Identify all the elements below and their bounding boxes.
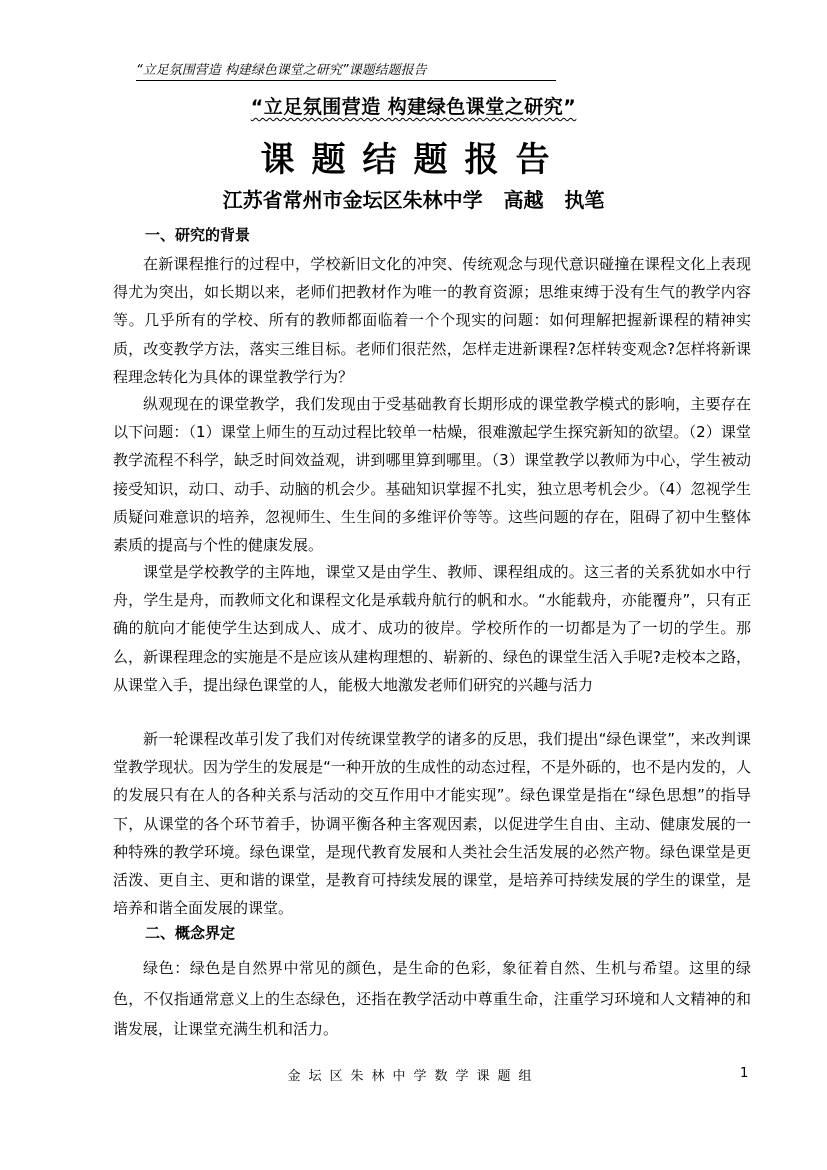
page-number: 1 [740,1066,749,1081]
paragraph: 新一轮课程改革引发了我们对传统课堂教学的诸多的反思，我们提出“绿色课堂”，来改判课堂教学现状。因为学生的发展是“一种开放的生成性的动态过程，不是外砾的，也不是内发的，人的发展只有在人的各种关系与活动的交互作用中才能实现”。绿色课堂是指在“绿色思想”的指导下，从课堂的各个环节着手，协调平衡各种主客观因素，以促进学生自由、主动、健康发展的一种特殊的教学环境。绿色课堂，是现代教育发展和人类社会生活发展的必然产物。绿色课堂是更活泼、更自主、更和谐的课堂，是教育可持续发展的课堂，是培养可持续发展的学生的课堂，是培养和谐全面发展的课堂。 [113,730,751,918]
section-heading-background: 一、研究的背景 [145,226,251,244]
paragraph: 绿色：绿色是自然界中常见的颜色，是生命的色彩，象征着自然、生机与希望。这里的绿色，不仅指通常意义上的生态绿色，还指在教学活动中尊重生命，注重学习环境和人文精神的和谐发展，让课堂充满生机和活力。 [113,959,751,1038]
document-subtitle: “立足氛围营造 构建绿色课堂之研究” [250,96,577,118]
document-title: 课题结题报告 [260,140,567,180]
paragraph: 在新课程推行的过程中，学校新旧文化的冲突、传统观念与现代意识碰撞在课程文化上表现得尤为突出，如长期以来，老师们把教材作为唯一的教育资源；思维束缚于没有生气的教学内容等。几乎所有的学校、所有的教师都面临着一个个现实的问题：如何理解把握新课程的精神实质，改变教学方法，落实三维目标。老师们很茫然，怎样走进新课程?怎样转变观念?怎样将新课程理念转化为具体的课堂教学行为？ [113,255,751,386]
section-heading-definition: 二、概念界定 [145,924,236,942]
paragraph: 纵观现在的课堂教学，我们发现由于受基础教育长期形成的课堂教学模式的影响，主要存在以下问题：（1）课堂上师生的互动过程比较单一枯燥，很难激起学生探究新知的欲望。（2）课堂教学流程不科学，缺乏时间效益观，讲到哪里算到哪里。（3）课堂教学以教师为中心，学生被动接受知识，动口、动手、动脑的机会少。基础知识掌握不扎实，独立思考机会少。（4）忽视学生质疑问难意识的培养，忽视师生、生生间的多维评价等等。这些问题的存在，阻碍了初中生整体素质的提高与个性的健康发展。 [113,395,751,555]
running-header: “立足氛围营造 构建绿色课堂之研究”课题结题报告 [136,59,556,81]
author-line: 江苏省常州市金坛区朱林中学 高越 执笔 [222,188,605,212]
footer-org: 金坛区朱林中学数学课题组 [287,1069,540,1084]
paragraph: 课堂是学校教学的主阵地，课堂又是由学生、教师、课程组成的。这三者的关系犹如水中行舟，学生是舟，而教师文化和课程文化是承载舟航行的帆和水。“水能载舟，亦能覆舟”，只有正确的航向才能使学生达到成人、成才、成功的彼岸。学校所作的一切都是为了一切的学生。那么，新课程理念的实施是不是应该从建构理想的、崭新的、绿色的课堂生活入手呢?走校本之路，从课堂入手，提出绿色课堂的人，能极大地激发老师们研究的兴趣与活力 [113,563,751,694]
